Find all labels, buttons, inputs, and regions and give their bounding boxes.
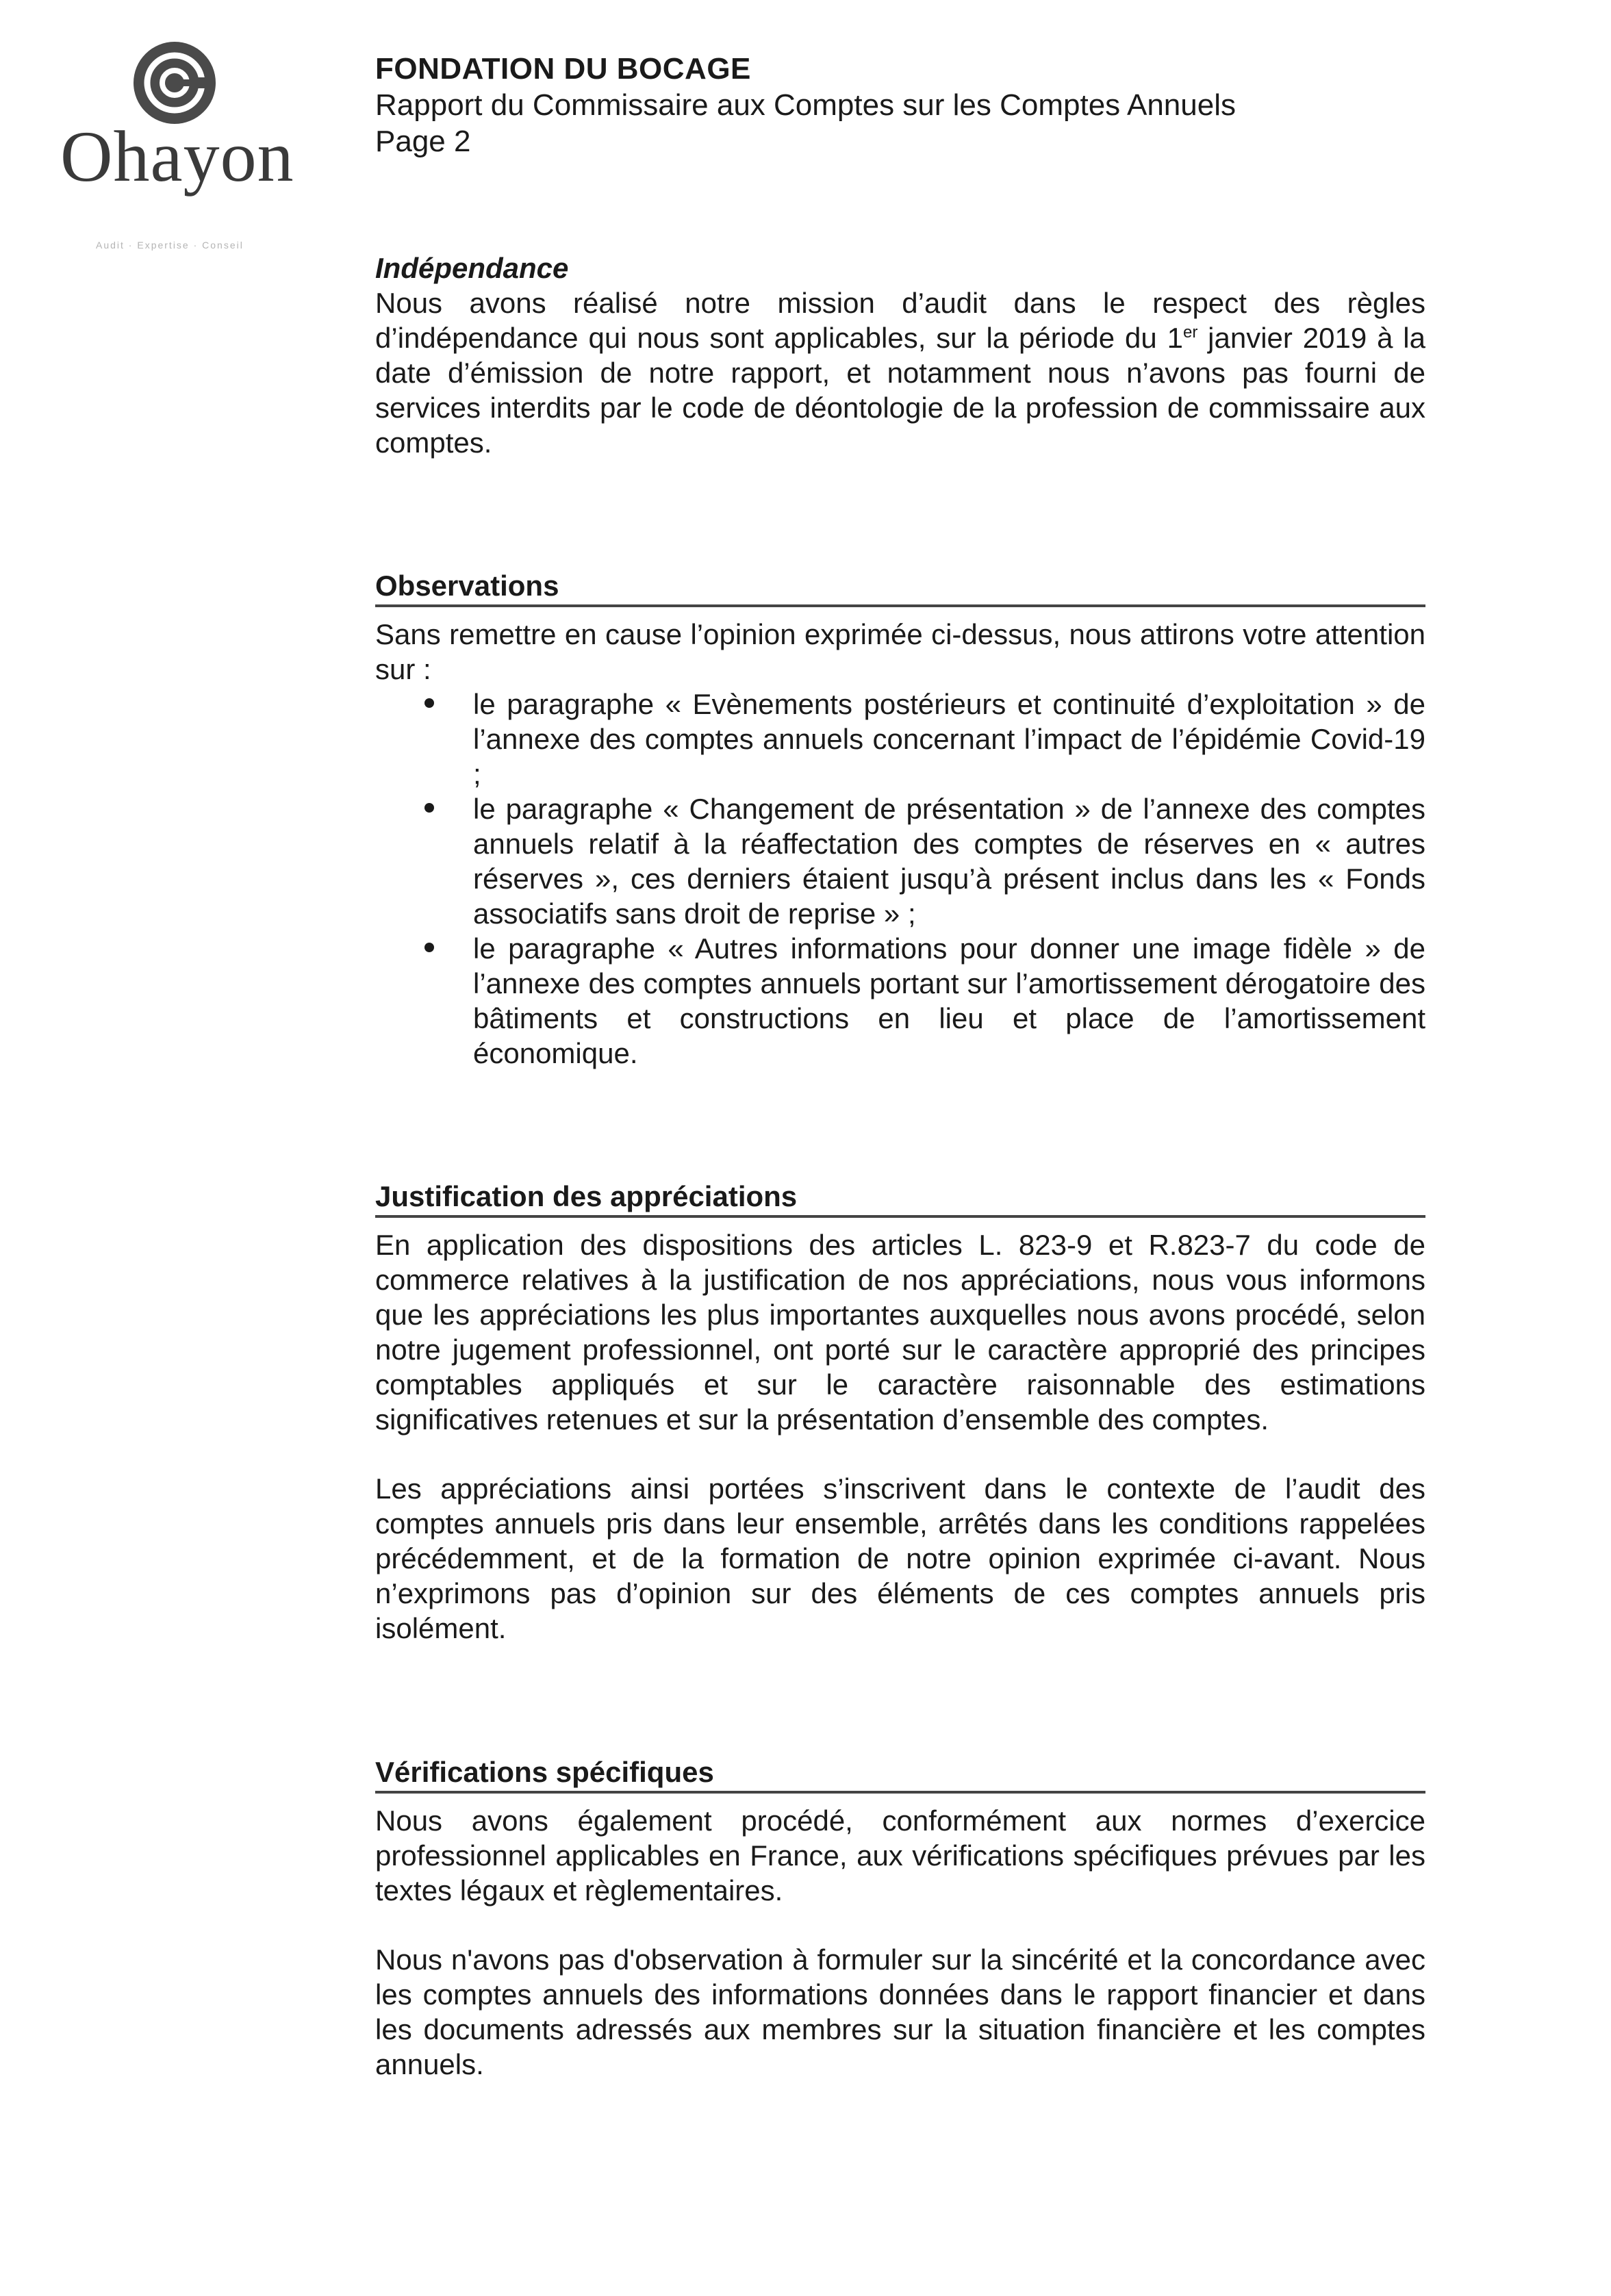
report-title: Rapport du Commissaire aux Comptes sur les Comptes Annuels	[375, 88, 1236, 122]
logo-wordmark: Ohayon	[60, 116, 294, 196]
section-title: Observations	[375, 568, 1425, 607]
list-item	[375, 931, 1425, 1071]
list-item-text: le paragraphe « Evènements postérieurs et continuité d’exploitation » de l’annexe des comptes annuels concernant l’impact de l’épidémie Covid-19 ;	[473, 688, 1425, 790]
bullet-list	[375, 687, 1425, 1071]
list-item-text: le paragraphe « Autres informations pour donner une image fidèle » de l’annexe des comptes annuels portant sur l’amortissement dérogatoire des bâtiments et constructions en lieu et place de l’amortissement économique.	[473, 932, 1425, 1069]
paragraph-text: Nous avons réalisé notre mission d’audit dans le respect des règles d’indépendance qui nous sont applicables, sur la période du 1	[375, 287, 1425, 354]
bullet-icon	[424, 698, 434, 708]
superscript: er	[1182, 323, 1198, 342]
list-item	[375, 687, 1425, 791]
section-justification	[375, 1179, 1425, 1646]
page-number: Page 2	[375, 125, 471, 158]
logo-mark-icon	[131, 40, 218, 126]
section-title: Vérifications spécifiques	[375, 1755, 1425, 1794]
bullet-icon	[424, 803, 434, 813]
section-observations	[375, 568, 1425, 1071]
list-item	[375, 791, 1425, 931]
bullet-icon	[424, 943, 434, 952]
paragraph-text: janvier 2019 à la date d’émission de notre rapport, et notamment nous n’avons pas fourni de services interdits par le code de déontologie de la profession de commissaire aux comptes.	[375, 322, 1425, 459]
company-logo	[55, 40, 301, 251]
section-verifications	[375, 1755, 1425, 2082]
paragraph: En application des dispositions des articles L. 823-9 et R.823-7 du code de commerce relatives à la justification de nos appréciations, nous vous informons que les appréciations les plus importantes auxquelles nous avons procédé, selon notre jugement professionnel, ont porté sur le caractère approprié des principes comptables appliqués et sur le caractère raisonnable des estimations significatives retenues et sur la présentation d’ensemble des comptes.	[375, 1229, 1425, 1436]
paragraph: Sans remettre en cause l’opinion exprimée ci-dessus, nous attirons votre attention sur :	[375, 618, 1425, 685]
paragraph: Nous n'avons pas d'observation à formuler sur la sincérité et la concordance avec les comptes annuels des informations données dans le rapport financier et dans les documents adressés aux membres sur la situation financière et les comptes annuels.	[375, 1943, 1425, 2080]
logo-tagline: Audit · Expertise · Conseil	[96, 240, 244, 251]
paragraph	[375, 285, 1425, 460]
paragraph: Les appréciations ainsi portées s’inscrivent dans le contexte de l’audit des comptes annuels pris dans leur ensemble, arrêtés dans les conditions rappelées précédemment, et de la formation de notre opinion exprimée ci-avant. Nous n’exprimons pas d’opinion sur des éléments de ces comptes annuels pris isolément.	[375, 1472, 1425, 1644]
organization-name: FONDATION DU BOCAGE	[375, 52, 751, 86]
page-header	[375, 51, 1471, 160]
report-body	[375, 251, 1425, 2082]
paragraph: Nous avons également procédé, conformément aux normes d’exercice professionnel applicables en France, aux vérifications spécifiques prévues par les textes légaux et règlementaires.	[375, 1804, 1425, 1906]
section-title: Indépendance	[375, 252, 569, 284]
section-title: Justification des appréciations	[375, 1179, 1425, 1218]
list-item-text: le paragraphe « Changement de présentation » de l’annexe des comptes annuels relatif à la réaffectation des comptes de réserves en « autres réserves », ces derniers étaient jusqu’à présent inclus dans les « Fonds associatifs sans droit de reprise » ;	[473, 793, 1425, 930]
section-independance	[375, 251, 1425, 460]
